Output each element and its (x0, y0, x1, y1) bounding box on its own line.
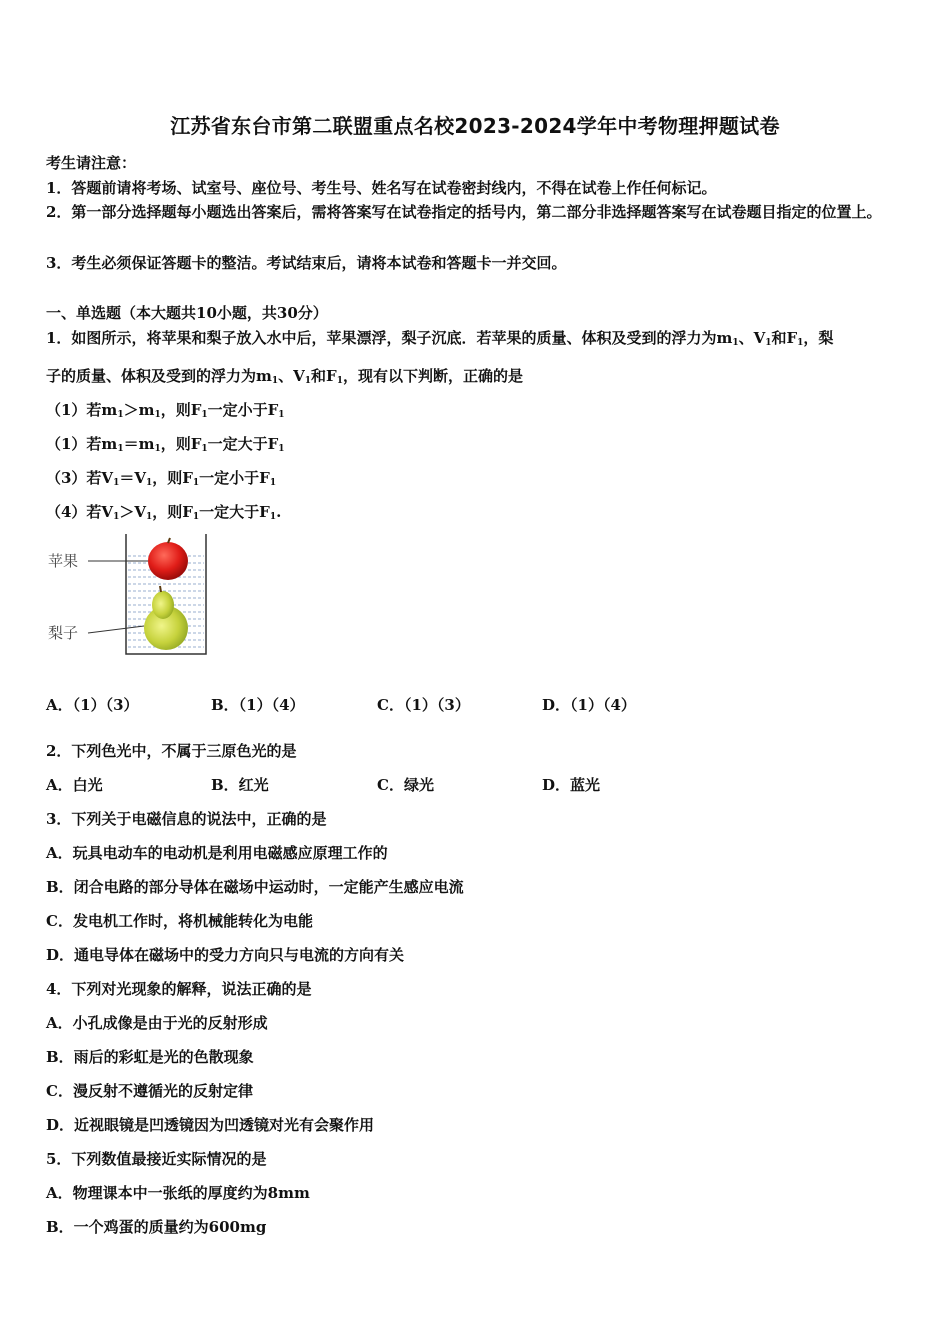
apple-shape (148, 538, 188, 580)
q1-option-a[interactable]: A．（1）（3） (46, 696, 139, 714)
q4-option-a[interactable]: A．小孔成像是由于光的反射形成 (46, 1014, 268, 1032)
q3-stem: 3．下列关于电磁信息的说法中，正确的是 (46, 810, 327, 828)
q4-option-b[interactable]: B．雨后的彩虹是光的色散现象 (46, 1048, 254, 1066)
q1-statement-2: （1）若$m_1=m_1$，则$F_1$一定大于$F_1$ (46, 435, 285, 454)
q1-statement-3: （3）若$V_1=V_1$，则$F_1$一定小于$F_1$ (46, 469, 277, 488)
q1-option-b[interactable]: B．（1）（4） (211, 696, 305, 714)
q3-option-d[interactable]: D．通电导体在磁场中的受力方向只与电流的方向有关 (46, 946, 405, 964)
q4-stem: 4．下列对光现象的解释，说法正确的是 (46, 980, 312, 998)
q2-stem: 2．下列色光中，不属于三原色光的是 (46, 742, 297, 760)
q1-statement-4: （4）若$V_1>V_1$，则$F_1$一定大于$F_1$. (46, 503, 282, 522)
notice-heading: 考生请注意： (46, 154, 137, 172)
notice-item-3: 3．考生必须保证答题卡的整洁。考试结束后，请将本试卷和答题卡一并交回。 (46, 254, 567, 272)
section-heading: 一、单选题（本大题共10小题，共30分） (46, 304, 328, 322)
apple-pear-water-figure (44, 530, 214, 662)
notice-item-1: 1．答题前请将考场、试室号、座位号、考生号、姓名写在试卷密封线内，不得在试卷上作任何标记。 (46, 179, 717, 197)
q1-stem-line1: 1．如图所示，将苹果和梨子放入水中后，苹果漂浮，梨子沉底．若苹果的质量、体积及受到的浮力为$m_1$、$V_1$和$F_1$，梨 (46, 329, 834, 348)
q3-option-c[interactable]: C．发电机工作时，将机械能转化为电能 (46, 912, 313, 930)
exam-title: 江苏省东台市第二联盟重点名校2023-2024学年中考物理押题试卷 (170, 114, 780, 138)
q1-stem-line2: 子的质量、体积及受到的浮力为$m_1$、$V_1$和$F_1$，现有以下判断，正确的是 (46, 367, 523, 386)
q1-option-d[interactable]: D．（1）（4） (542, 696, 636, 714)
notice-item-2: 2．第一部分选择题每小题选出答案后，需将答案写在试卷指定的括号内，第二部分非选择题答案写在试卷题目指定的位置上。 (46, 203, 882, 221)
pear-pointer-line (88, 626, 144, 633)
q5-option-b[interactable]: B．一个鸡蛋的质量约为600mg (46, 1218, 267, 1236)
q2-option-b[interactable]: B．红光 (211, 776, 269, 794)
pear-label: 梨子 (48, 624, 79, 642)
q4-option-d[interactable]: D．近视眼镜是凹透镜因为凹透镜对光有会聚作用 (46, 1116, 375, 1134)
q2-option-d[interactable]: D．蓝光 (542, 776, 601, 794)
q2-option-c[interactable]: C．绿光 (377, 776, 434, 794)
q1-option-c[interactable]: C．（1）（3） (377, 696, 470, 714)
q5-stem: 5．下列数值最接近实际情况的是 (46, 1150, 267, 1168)
q3-option-b[interactable]: B．闭合电路的部分导体在磁场中运动时，一定能产生感应电流 (46, 878, 464, 896)
q5-option-a[interactable]: A．物理课本中一张纸的厚度约为8mm (46, 1184, 310, 1202)
q2-option-a[interactable]: A．白光 (46, 776, 103, 794)
q4-option-c[interactable]: C．漫反射不遵循光的反射定律 (46, 1082, 253, 1100)
apple-label: 苹果 (48, 552, 79, 570)
q1-statement-1: （1）若$m_1>m_1$，则$F_1$一定小于$F_1$ (46, 401, 285, 420)
q3-option-a[interactable]: A．玩具电动车的电动机是利用电磁感应原理工作的 (46, 844, 388, 862)
pear-shape (144, 586, 188, 650)
